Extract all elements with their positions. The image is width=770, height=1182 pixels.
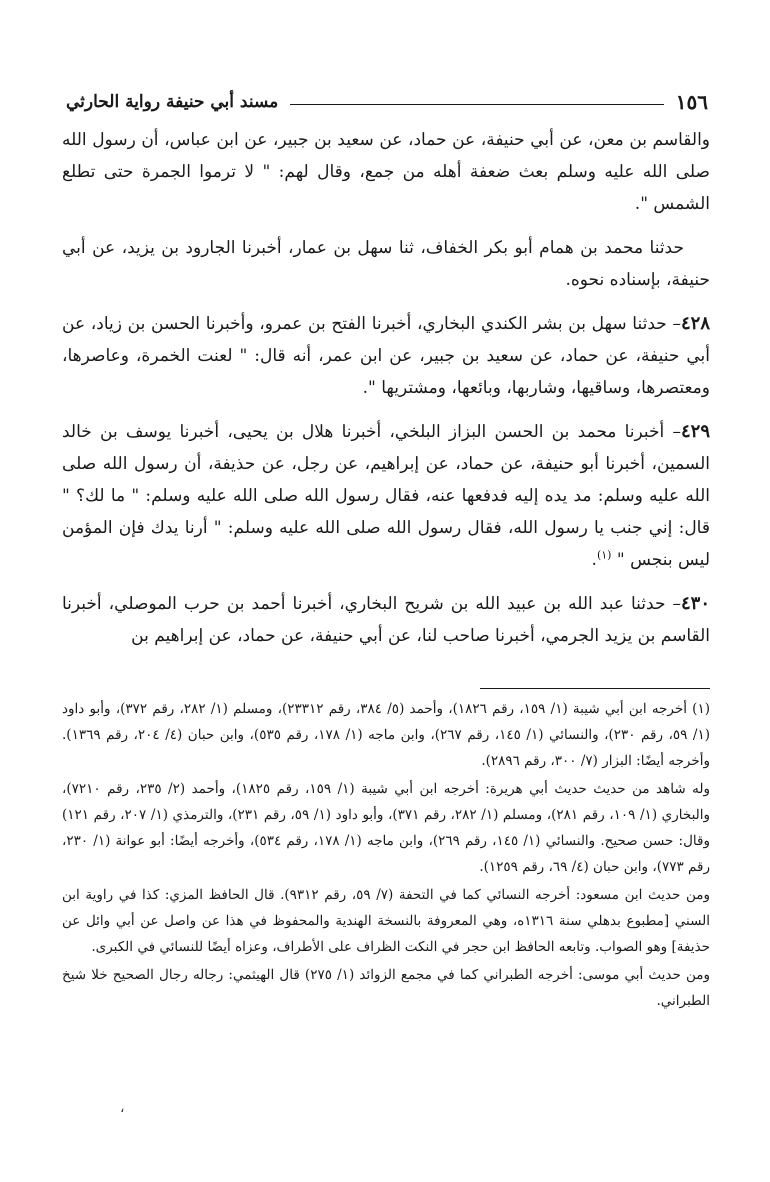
header-rule	[290, 104, 664, 105]
paragraph-continuation: والقاسم بن معن، عن أبي حنيفة، عن حماد، عن سعيد بن جبير، عن ابن عباس، أن رسول الله صلى الله عليه وسلم بعث ضعفة أهله من جمع، وقال لهم: " لا ترموا الجمرة حتى تطلع الشمس ".	[62, 130, 710, 214]
hadith-429: ٤٢٩– أخبرنا محمد بن الحسن البزاز البلخي، أخبرنا هلال بن يحيى، أخبرنا يوسف بن خالد السمين، أخبرنا أبو حنيفة، عن حماد، عن إبراهيم، عن رجل، عن حذيفة، أن رسول الله صلى الله عليه وسلم: مد يده إليه فدفعها عنه، فقال رسول الله صلى الله عليه وسلم: " ما لك؟ " قال: إني جنب يا رسول الله، فقال رسول الله صلى الله عليه وسلم: " أرنا يدك فإن المؤمن ليس بنجس " $^{(١)}$.	[62, 421, 710, 570]
footnote-ref[interactable]: (١)	[596, 548, 612, 562]
footnote-separator	[480, 688, 710, 689]
footnote-1: (١) أخرجه ابن أبي شيبة (١/ ١٥٩، رقم ١٨٢٦)، وأحمد (٥/ ٣٨٤، رقم ٢٣٣١٢)، ومسلم (١/ ٢٨٢، رقم ٣٧٢)، وأبو داود (١/ ٥٩، رقم ٢٣٠)، والنسائي (١/ ١٤٥، رقم ٢٦٧)، وابن ماجه (١/ ١٧٨، رقم ٥٣٥)، وابن حبان (٤/ ٢٠٤، رقم ١٣٦٩). وأخرجه أيضًا: البزار (٧/ ٣٠٠، رقم ٢٨٩٦).	[62, 701, 711, 769]
stray-mark: ،	[120, 1100, 125, 1116]
footnote-abu-hurayra: وله شاهد من حديث حديث أبي هريرة: أخرجه ابن أبي شيبة (١/ ١٥٩، رقم ١٨٢٥)، وأحمد (٢/ ٢٣٥، رقم ٧٢١٠)، والبخاري (١/ ١٠٩، رقم ٢٨١)، ومسلم (١/ ٢٨٢، رقم ٣٧١)، وأبو داود (١/ ٥٩، رقم ٢٣١)، والترمذي (١/ ٢٠٧، رقم ١٢١) وقال: حسن صحيح. والنسائي (١/ ١٤٥، رقم ٢٦٩)، وابن ماجه (١/ ١٧٨، رقم ٥٣٤)، وأخرجه أيضًا: أبو عوانة (١/ ٢٣٠، رقم ٧٧٣)، وابن حبان (٤/ ٦٩، رقم ١٢٥٩).	[62, 781, 711, 875]
footnotes	[62, 696, 710, 1016]
book-title: مسند أبي حنيفة رواية الحارثي	[66, 92, 279, 112]
hadith-number: ٤٢٨	[680, 313, 710, 334]
paragraph-chain: حدثنا محمد بن همام أبو بكر الخفاف، ثنا سهل بن عمار، أخبرنا الجارود بن يزيد، عن أبي حنيفة، بإسناده نحوه.	[62, 238, 710, 290]
page-number: ١٥٦	[675, 90, 708, 114]
running-header	[66, 84, 708, 120]
hadith-number: ٤٢٩	[680, 421, 710, 442]
hadith-430: ٤٣٠– حدثنا عبد الله بن عبيد الله بن شريح البخاري، أخبرنا أحمد بن حرب الموصلي، أخبرنا القاسم بن يزيد الجرمي، أخبرنا صاحب لنا، عن أبي حنيفة، عن حماد، عن إبراهيم بن	[62, 593, 710, 646]
hadith-428: ٤٢٨– حدثنا سهل بن بشر الكندي البخاري، أخبرنا الفتح بن عمرو، وأخبرنا الحسن بن زياد، عن أبي حنيفة، عن حماد، عن سعيد بن جبير، عن ابن عمر، أنه قال: " لعنت الخمرة، وعاصرها، ومعتصرها، وساقيها، وشاربها، وبائعها، ومشتريها ".	[62, 313, 710, 398]
footnote-abu-musa: ومن حديث أبي موسى: أخرجه الطبراني كما في مجمع الزوائد (١/ ٢٧٥) قال الهيثمي: رجاله رجال الصحيح خلا شيخ الطبراني.	[62, 967, 710, 1009]
main-text	[62, 124, 710, 664]
footnote-ibn-masud: ومن حديث ابن مسعود: أخرجه النسائي كما في التحفة (٧/ ٥٩، رقم ٩٣١٢). قال الحافظ المزي: كذا في راوية ابن السني [مطبوع بدهلي سنة ١٣١٦ه، وهي المعروفة بالنسخة الهندية والمحفوظ في هذا عن واصل عن أبي وائل عن حذيفة] وهو الصواب. وتابعه الحافظ ابن حجر في النكت الظراف على الأطراف، وعزاه أيضًا للنسائي في الكبرى.	[62, 887, 710, 955]
hadith-number: ٤٣٠	[680, 593, 710, 614]
